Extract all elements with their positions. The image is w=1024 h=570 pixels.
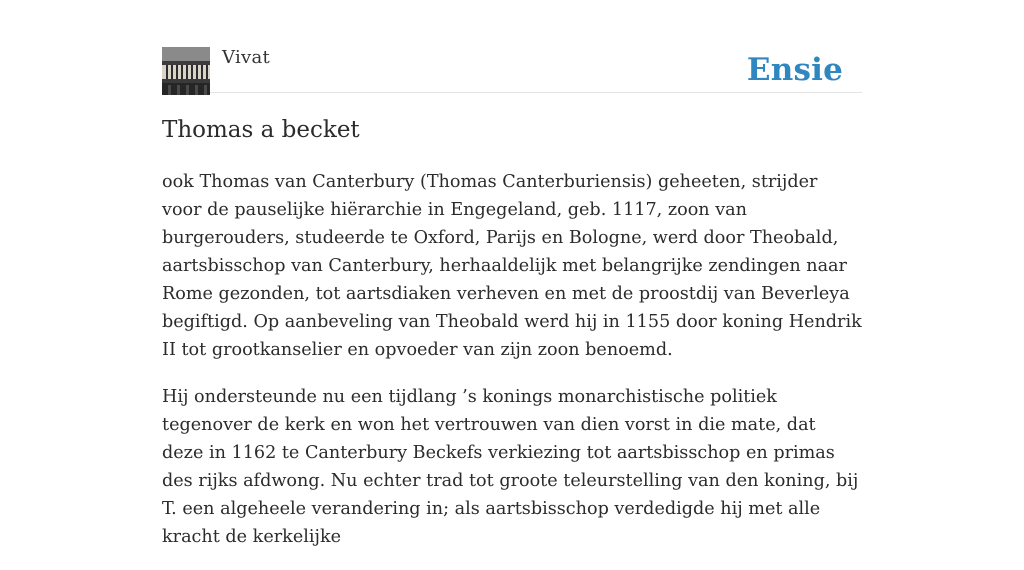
article-title: Thomas a becket	[162, 117, 360, 143]
author-avatar[interactable]	[162, 47, 210, 95]
header	[162, 46, 862, 93]
article-paragraph: Hij ondersteunde nu een tijdlang ’s konings monarchistische politiek tegenover de kerk en won het vertrouwen van dien vorst in die mate, dat deze in 1162 te Canterbury Beckefs verkiezing tot aartsbisschop en primas des rijks afdwong. Nu echter trad tot groote teleurstelling van den koning, bij T. een algeheele verandering in; als aartsbisschop verdedigde hij met alle kracht de kerkelijke	[162, 387, 859, 547]
author-name[interactable]: Vivat	[222, 47, 271, 68]
library-bookshelf-icon	[162, 47, 210, 95]
article-paragraph: ook Thomas van Canterbury (Thomas Canterburiensis) geheeten, strijder voor de pauselijke hiërarchie in Engegeland, geb. 1117, zoon van burgerouders, studeerde te Oxford, Parijs en Bologne, werd door Theobald, aartsbisschop van Canterbury, herhaaldelijk met belangrijke zendingen naar Rome gezonden, tot aartsdiaken verheven en met de proostdij van Beverleya begiftigd. Op aanbeveling van Theobald werd hij in 1155 door koning Hendrik II tot grootkanselier en opvoeder van zijn zoon benoemd.	[162, 172, 862, 360]
brand-logo[interactable]: Ensie	[746, 52, 843, 88]
article-body	[162, 168, 862, 570]
